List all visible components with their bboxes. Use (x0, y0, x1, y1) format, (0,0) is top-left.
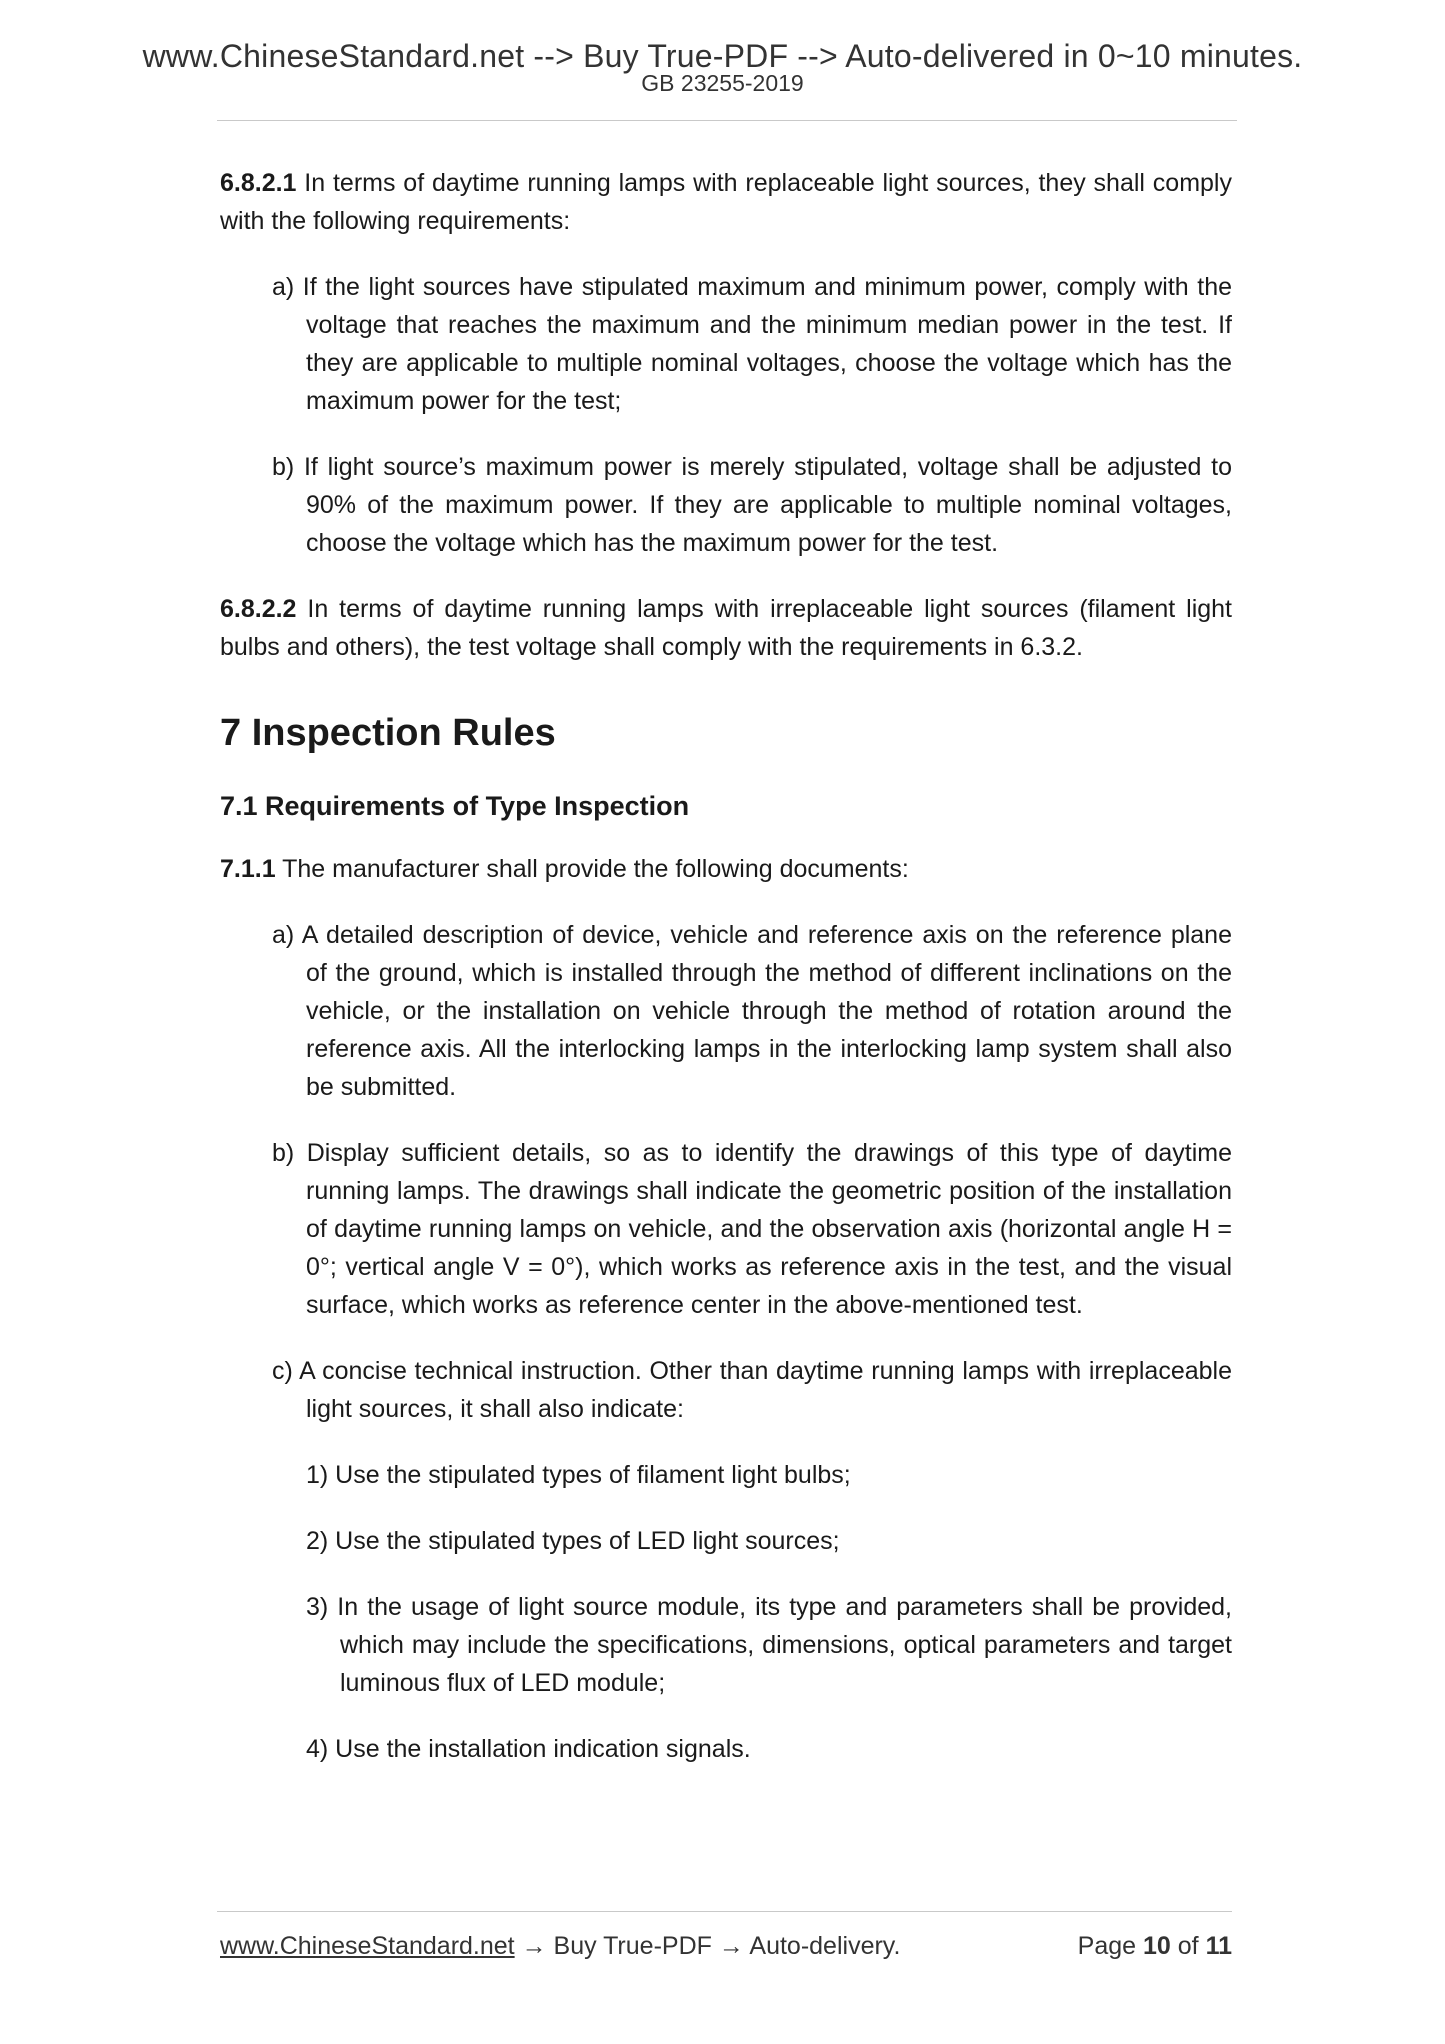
page-footer (220, 1932, 1232, 1961)
clause-number: 6.8.2.2 (220, 595, 297, 623)
of-label: of (1170, 1932, 1206, 1960)
clause-text: In terms of daytime running lamps with replaceable light sources, they shall comply with the following requirements: (220, 169, 1232, 235)
clause-6-8-2-2 (220, 590, 1232, 666)
list-item-b: b) Display sufficient details, so as to identify the drawings of this type of daytime running lamps. The drawings shall indicate the geometric position of the installation of daytime running lamps on vehicle, and the observation axis (horizontal angle H = 0°; vertical angle V = 0°), which works as reference axis in the test, and the visual surface, which works as reference center in the above-mentioned test. (272, 1139, 1232, 1319)
footer-divider (217, 1911, 1232, 1912)
sub-item-3: 3) In the usage of light source module, its type and parameters shall be provided, which may include the specifications, dimensions, optical parameters and target luminous flux of LED module; (306, 1593, 1232, 1697)
header-divider (217, 120, 1237, 121)
list-item-a: a) If the light sources have stipulated maximum and minimum power, comply with the voltage that reaches the maximum and the minimum median power in the test. If they are applicable to multiple nominal voltages, choose the voltage which has the maximum power for the test; (272, 273, 1232, 415)
site-banner: www.ChineseStandard.net --> Buy True-PDF --> Auto-delivered in 0~10 minutes. (142, 38, 1303, 74)
sub-item-1: 1) Use the stipulated types of filament light bulbs; (306, 1461, 851, 1489)
page-total: 11 (1205, 1932, 1232, 1960)
clause-number: 7.1.1 (220, 855, 276, 883)
document-body (220, 164, 1232, 1796)
clause-text: In terms of daytime running lamps with irreplaceable light sources (filament light bulbs and others), the test voltage shall comply with the requirements in 6.3.2. (220, 595, 1232, 661)
chapter-heading: 7 Inspection Rules (220, 712, 556, 754)
page-label: Page (1077, 1932, 1143, 1960)
sub-item-4: 4) Use the installation indication signals. (306, 1735, 751, 1763)
page-number (1078, 1932, 1232, 1961)
clause-6-8-2-1 (220, 164, 1232, 240)
list-item-c: c) A concise technical instruction. Other than daytime running lamps with irreplaceable light sources, it shall also indicate: (272, 1357, 1232, 1423)
document-id: GB 23255-2019 (641, 70, 804, 96)
page-current: 10 (1143, 1932, 1171, 1960)
footer-site-link[interactable]: www.ChineseStandard.net (220, 1932, 515, 1960)
clause-number: 6.8.2.1 (220, 169, 297, 197)
list-item-b: b) If light source’s maximum power is merely stipulated, voltage shall be adjusted to 90% of the maximum power. If they are applicable to multiple nominal voltages, choose the voltage which has the maximum power for the test. (272, 453, 1232, 557)
section-heading: 7.1 Requirements of Type Inspection (220, 791, 690, 821)
list-item-a: a) A detailed description of device, vehicle and reference axis on the reference plane of the ground, which is installed through the method of different inclinations on the vehicle, or the installation on vehicle through the method of rotation around the reference axis. All the interlocking lamps in the interlocking lamp system shall also be submitted. (272, 921, 1232, 1101)
sub-item-2: 2) Use the stipulated types of LED light sources; (306, 1527, 840, 1555)
clause-7-1-1 (220, 850, 1232, 888)
footer-tagline: → Buy True-PDF → Auto-delivery. (514, 1932, 901, 1960)
clause-text: The manufacturer shall provide the following documents: (275, 855, 909, 883)
